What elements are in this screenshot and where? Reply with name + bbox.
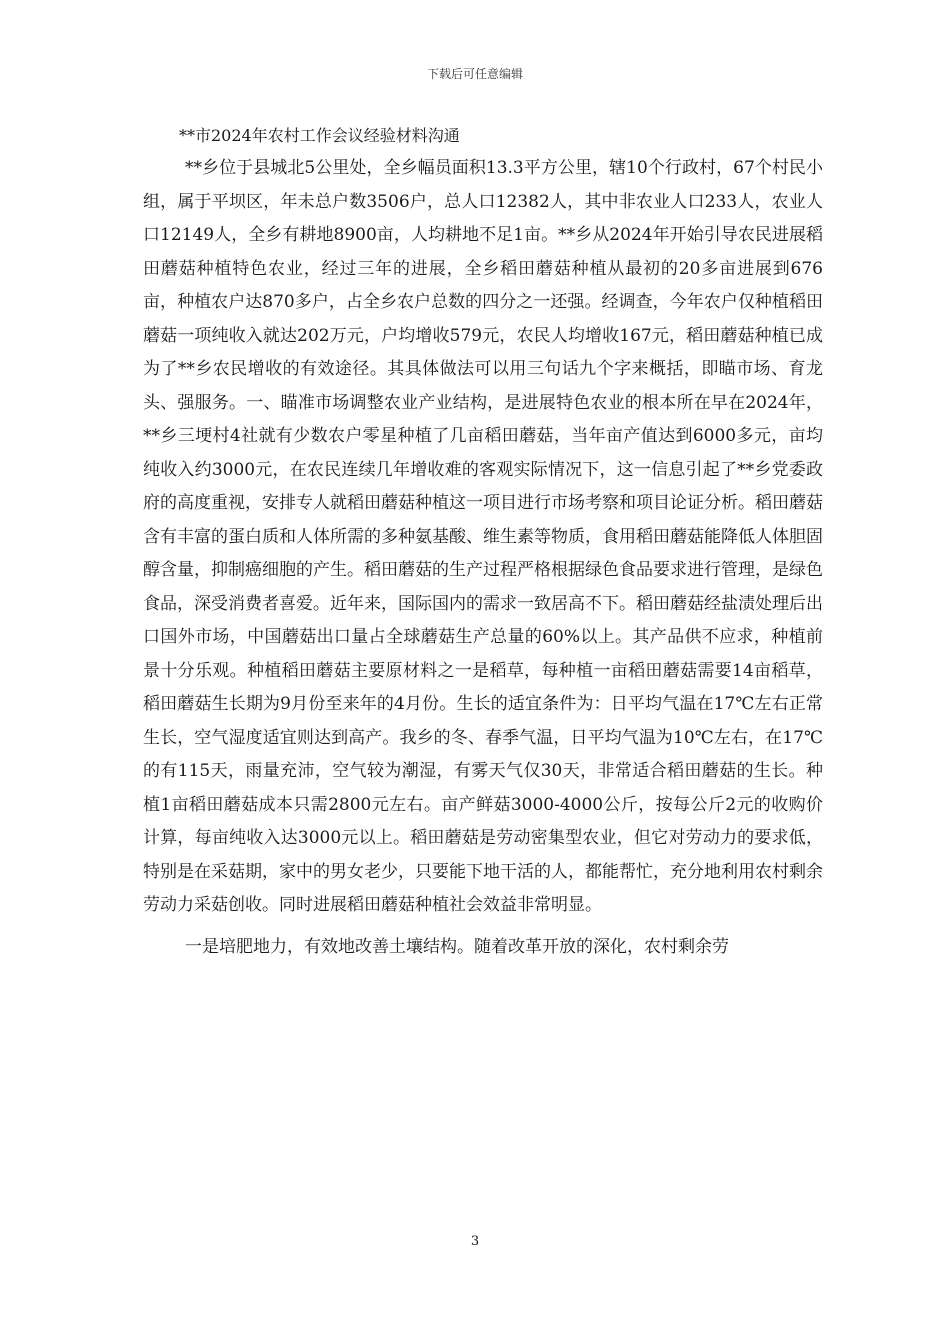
document-body <box>143 120 823 964</box>
body-paragraph: **乡位于县城北5公里处，全乡幅员面积13.3平方公里，辖10个行政村，67个村民小组，属于平坝区，年未总户数3506户，总人口12382人，其中非农业人口233人，农业人口12149人，全乡有耕地8900亩，人均耕地不足1亩。**乡从2024年开始引导农民进展稻田蘑菇种植特色农业，经过三年的进展，全乡稻田蘑菇种植从最初的20多亩进展到676亩，种植农户达870多户，占全乡农户总数的四分之一还强。经调查，今年农户仅种植稻田蘑菇一项纯收入就达202万元，户均增收579元，农民人均增收167元，稻田蘑菇种植已成为了**乡农民增收的有效途径。其具体做法可以用三句话九个字来概括，即瞄市场、育龙头、强服务。一、瞄准市场调整农业产业结构，是进展特色农业的根本所在早在2024年，**乡三埂村4社就有少数农户零星种植了几亩稻田蘑菇，当年亩产值达到6000多元，亩均纯收入约3000元，在农民连续几年增收难的客观实际情况下，这一信息引起了**乡党委政府的高度重视，安排专人就稻田蘑菇种植这一项目进行市场考察和项目论证分析。稻田蘑菇含有丰富的蛋白质和人体所需的多种氨基酸、维生素等物质，食用稻田蘑菇能降低人体胆固醇含量，抑制癌细胞的产生。稻田蘑菇的生产过程严格根据绿色食品要求进行管理，是绿色食品，深受消费者喜爱。近年来，国际国内的需求一致居高不下。稻田蘑菇经盐渍处理后出口国外市场，中国蘑菇出口量占全球蘑菇生产总量的60%以上。其产品供不应求，种植前景十分乐观。种植稻田蘑菇主要原材料之一是稻草，每种植一亩稻田蘑菇需要14亩稻草，稻田蘑菇生长期为9月份至来年的4月份。生长的适宜条件为：日平均气温在17℃左右正常生长，空气湿度适宜则达到高产。我乡的冬、春季气温，日平均气温为10℃左右，在17℃的有115天，雨量充沛，空气较为潮湿，有雾天气仅30天，非常适合稻田蘑菇的生长。种植1亩稻田蘑菇成本只需2800元左右。亩产鲜菇3000-4000公斤，按每公斤2元的收购价计算，每亩纯收入达3000元以上。稻田蘑菇是劳动密集型农业，但它对劳动力的要求低，特别是在采菇期，家中的男女老少，只要能下地干活的人，都能帮忙，充分地利用农村剩余劳动力采菇创收。同时进展稻田蘑菇种植社会效益非常明显。 <box>143 158 823 915</box>
page-header: 下载后可任意编辑 <box>426 67 523 81</box>
page-number: 3 <box>470 1234 480 1249</box>
document-title: **市2024年农村工作会议经验材料沟通 <box>179 126 460 145</box>
body-paragraph: 一是培肥地力，有效地改善土壤结构。随着改革开放的深化，农村剩余劳 <box>185 936 729 957</box>
